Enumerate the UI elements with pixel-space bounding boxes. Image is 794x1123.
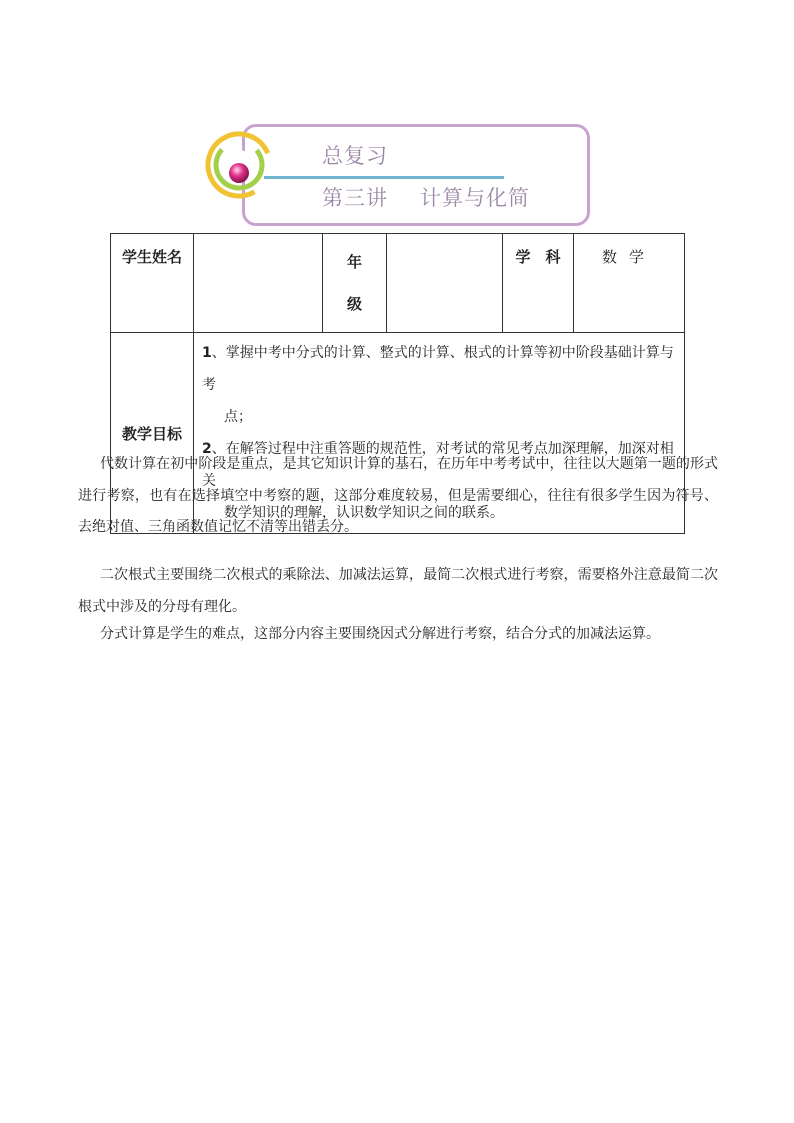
grade-label [323,234,387,333]
student-name-value [194,234,323,333]
teaching-goals-label: 教学目标 [111,333,194,534]
goal-item: 1、掌握中考中分式的计算、整式的计算、根式的计算等初中阶段基础计算与考 点； [202,345,674,425]
grade-value [387,234,503,333]
header-divider [264,176,504,179]
grade-label-top: 年 [346,253,362,271]
info-row [111,234,685,333]
fraction-paragraph: 分式计算是学生的难点，这部分内容主要围绕因式分解进行考察，结合分式的加减法运算。 [100,626,660,642]
lesson-header [204,124,588,224]
intro-paragraph: 代数计算在初中阶段是重点，是其它知识计算的基石，在历年中考考试中，往往以大题第一题的形式进行考察，也有在选择填空中考察的题，这部分难度较易，但是需要细心，往往有很多学生因为符号、去绝对值、三角函数值记忆不清等出错丢分。 [78,456,718,535]
header-subtitle [322,182,530,212]
subject-value: 数学 [574,234,685,333]
lesson-topic: 计算与化简 [420,186,530,210]
student-name-label: 学生姓名 [111,234,194,333]
subject-label: 学 科 [503,234,574,333]
goal-item: 2、在解答过程中注重答题的规范性，对考试的常见考点加深理解，加深对相关 数学知识的理解，认识数学知识之间的联系。 [202,441,674,521]
radical-paragraph: 二次根式主要围绕二次根式的乘除法、加减法运算，最简二次根式进行考察，需要格外注意最简二次根式中涉及的分母有理化。 [78,567,718,615]
grade-label-bottom: 级 [346,295,362,313]
lesson-number: 第三讲 [322,186,388,210]
header-logo-icon [204,130,274,200]
header-title: 总复习 [322,144,388,168]
